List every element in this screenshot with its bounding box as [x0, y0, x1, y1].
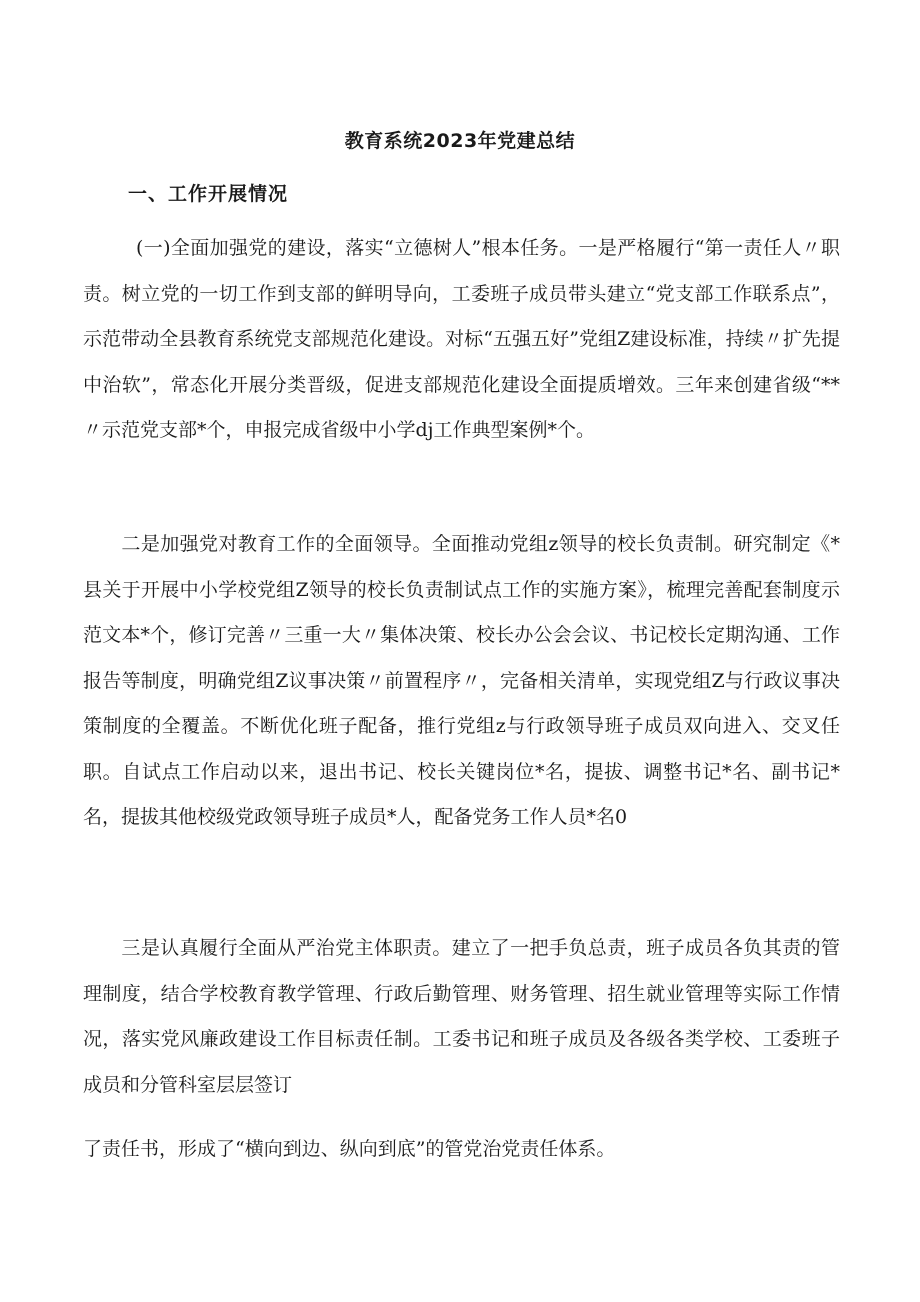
document-title: 教育系统2023年党建总结 [344, 130, 576, 152]
paragraph-strict-governance [83, 926, 840, 1108]
paragraph-party-building [83, 226, 840, 454]
section-heading-work-status: 一、工作开展情况 [128, 183, 289, 205]
paragraph-responsibility-system [83, 1127, 840, 1173]
paragraph-text: 二是加强党对教育工作的全面领导。全面推动党组z领导的校长负责制。研究制定《*县关于开展中小学校党组Z领导的校长负责制试点工作的实施方案》，梳理完善配套制度示范文本*个，修订完善〃三重一大〃集体决策、校长办公会会议、书记校长定期沟通、工作报告等制度，明确党组Z议事决策〃前置程序〃，完备相关清单，实现党组Z与行政议事决策制度的全覆盖。不断优化班子配备，推行党组z与行政领导班子成员双向进入、交叉任职。自试点工作启动以来，退出书记、校长关键岗位*名，提拔、调整书记*名、副书记*名，提拔其他校级党政领导班子成员*人，配备党务工作人员*名0 [83, 533, 840, 828]
paragraph-text: (一)全面加强党的建设，落实“立德树人”根本任务。一是严格履行“第一责任人〃职责。树立党的一切工作到支部的鲜明导向，工委班子成员带头建立“党支部工作联系点”，示范带动全县教育系统党支部规范化建设。对标“五强五好”党组Z建设标准，持续〃扩先提中治软”，常态化开展分类晋级，促进支部规范化建设全面提质增效。三年来创建省级“**〃示范党支部*个，申报完成省级中小学dj工作典型案例*个。 [83, 237, 840, 441]
paragraph-leadership [83, 522, 840, 841]
paragraph-text: 三是认真履行全面从严治党主体职责。建立了一把手负总责，班子成员各负其责的管理制度，结合学校教育教学管理、行政后勤管理、财务管理、招生就业管理等实际工作情况，落实党风廉政建设工作目标责任制。工委书记和班子成员及各级各类学校、工委班子成员和分管科室层层签订 [83, 937, 840, 1096]
paragraph-text: 了责任书，形成了“横向到边、纵向到底”的管党治党责任体系。 [83, 1138, 616, 1160]
